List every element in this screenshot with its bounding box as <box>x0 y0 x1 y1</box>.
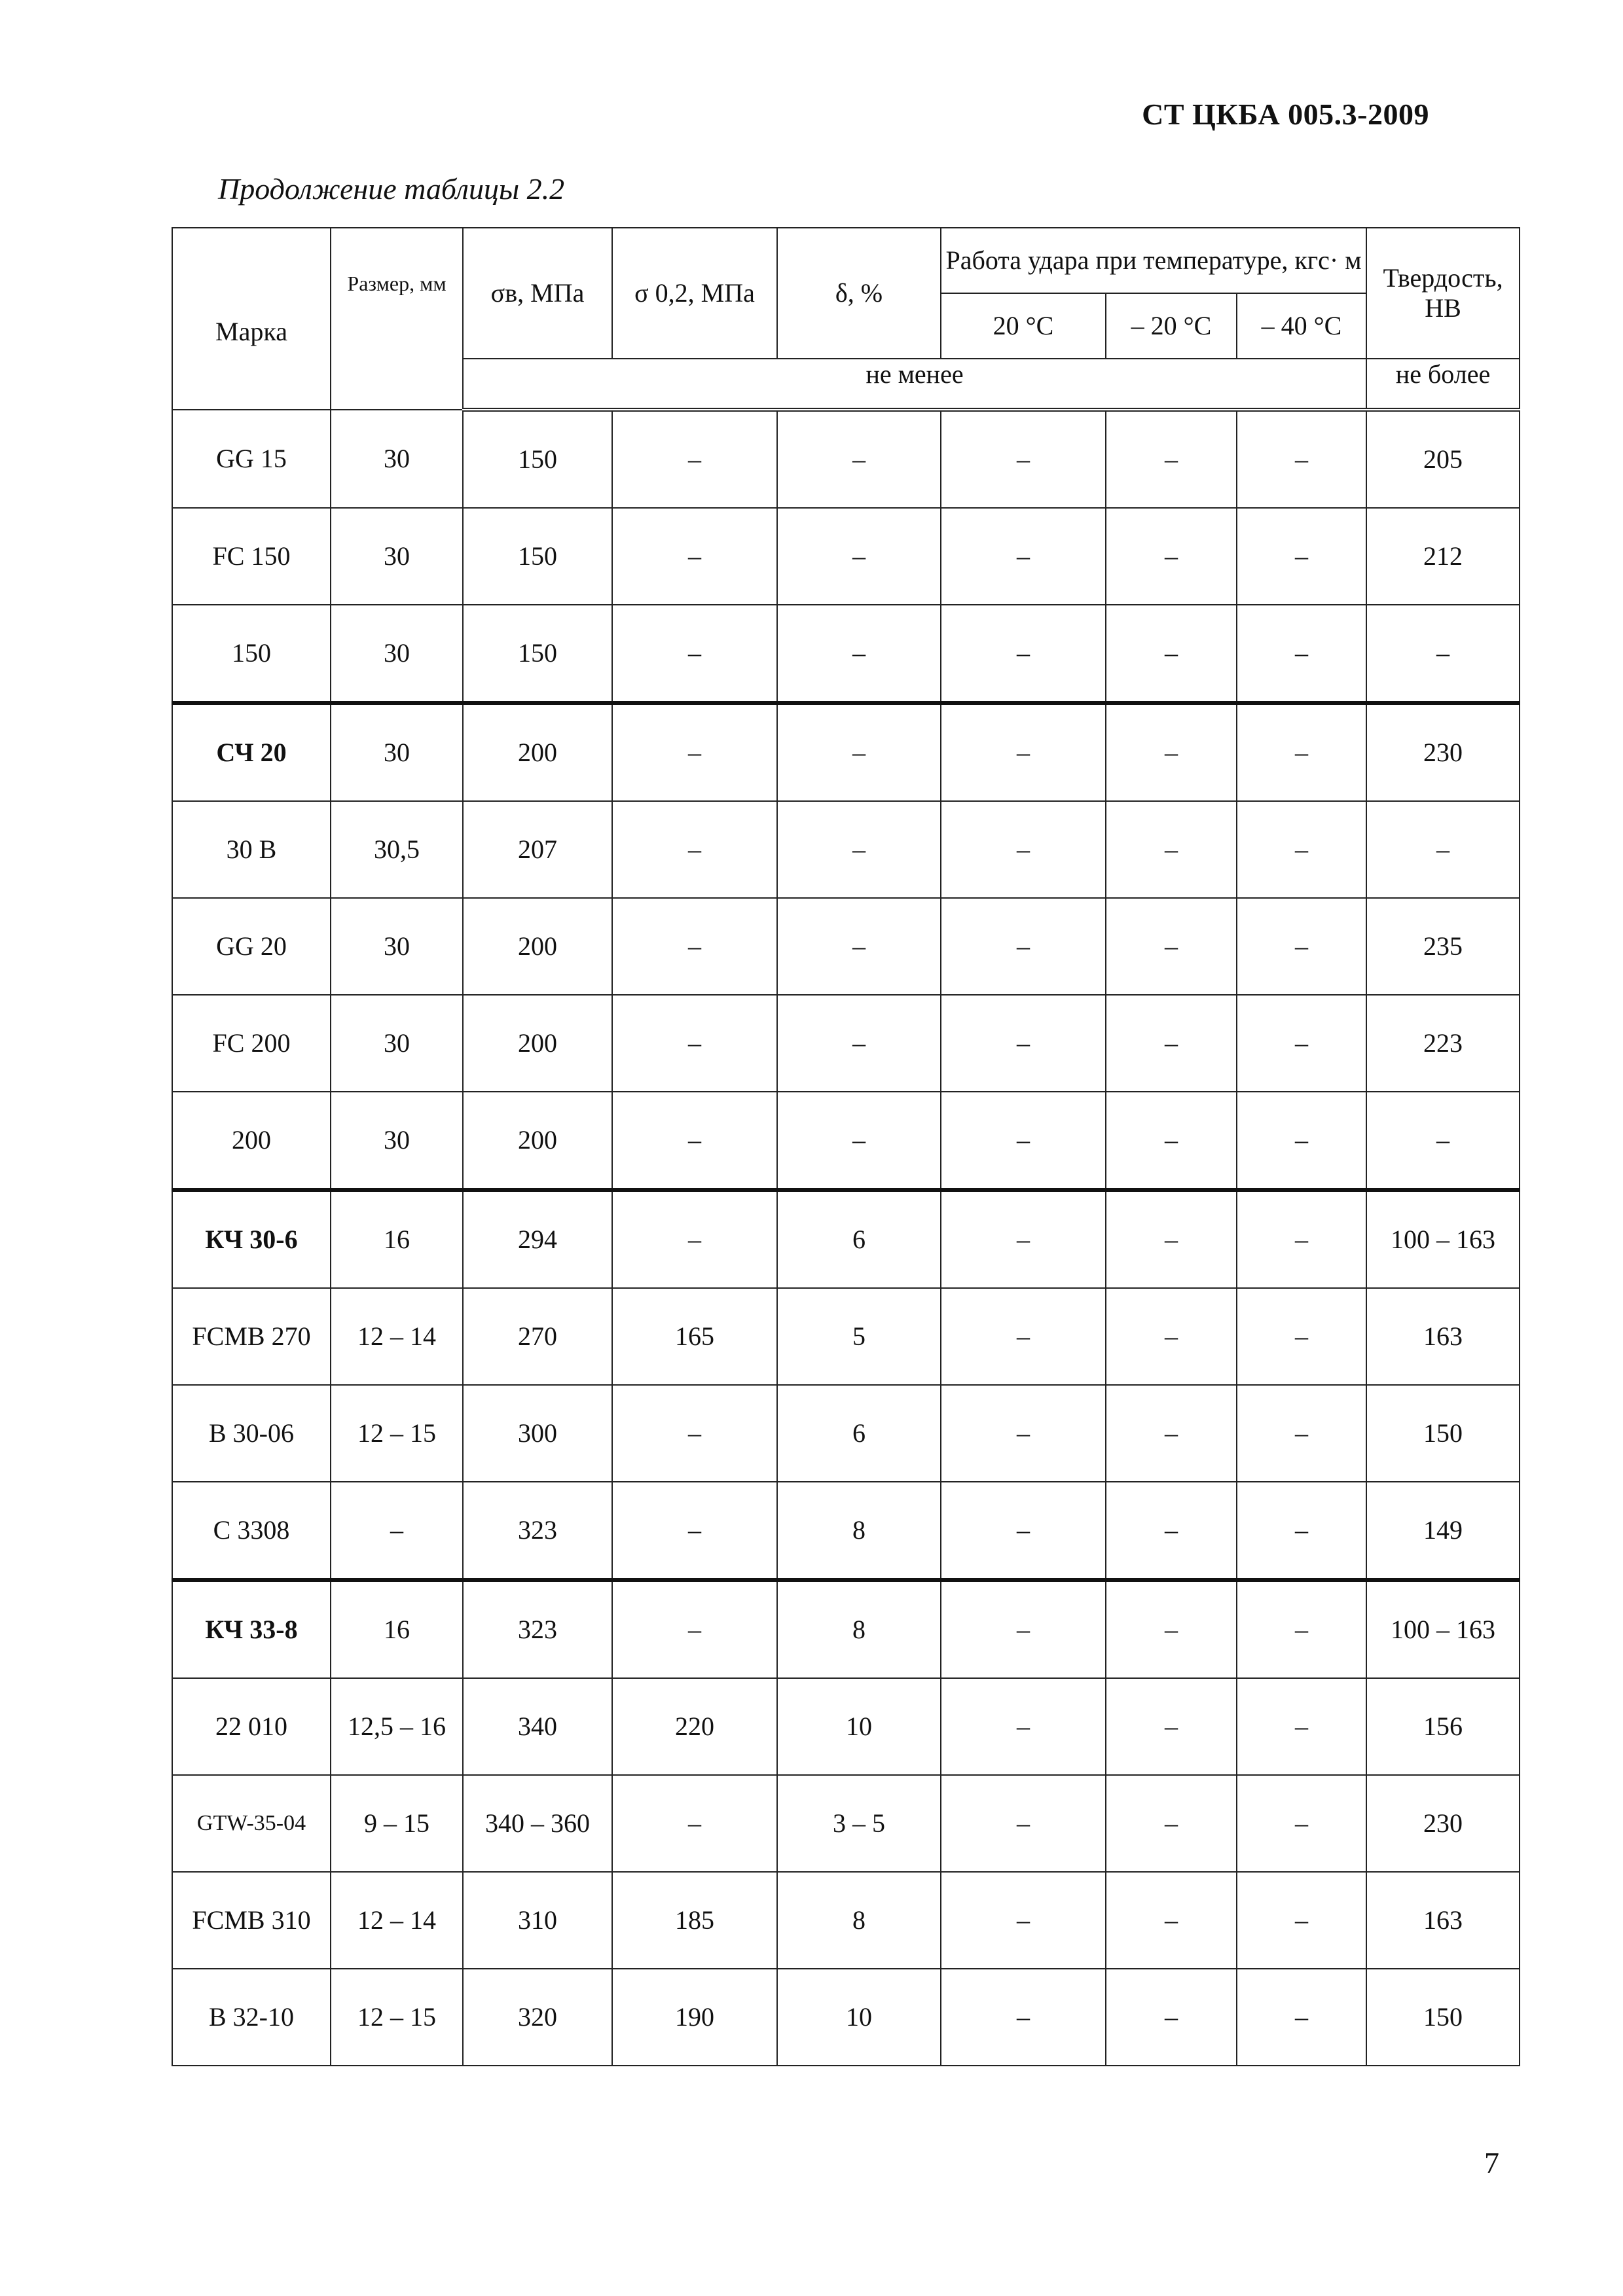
cell-t3: – <box>1237 410 1366 508</box>
cell-s02: 185 <box>612 1872 777 1969</box>
cell-sb: 150 <box>463 605 612 703</box>
cell-hb: 163 <box>1366 1872 1520 1969</box>
cell-s02: – <box>612 703 777 801</box>
cell-sb: 310 <box>463 1872 612 1969</box>
cell-sb: 320 <box>463 1969 612 2066</box>
cell-s02: – <box>612 801 777 898</box>
cell-t2: – <box>1106 1775 1237 1872</box>
cell-t1: – <box>941 703 1106 801</box>
cell-t1: – <box>941 1385 1106 1482</box>
cell-size: 30 <box>331 1092 463 1190</box>
header-temp-minus20: – 20 °С <box>1106 293 1237 359</box>
cell-t2: – <box>1106 1190 1237 1288</box>
cell-sb: 200 <box>463 1092 612 1190</box>
header-row <box>172 228 1520 293</box>
cell-sb: 270 <box>463 1288 612 1385</box>
cell-marka: КЧ 30-6 <box>172 1190 331 1288</box>
header-temp-minus40: – 40 °С <box>1237 293 1366 359</box>
cell-t3: – <box>1237 1092 1366 1190</box>
cell-t1: – <box>941 1288 1106 1385</box>
cell-marka: 22 010 <box>172 1678 331 1775</box>
cell-hb: 149 <box>1366 1482 1520 1580</box>
cell-marka: 30 B <box>172 801 331 898</box>
cell-marka: 200 <box>172 1092 331 1190</box>
cell-hb: 156 <box>1366 1678 1520 1775</box>
cell-hb: 150 <box>1366 1385 1520 1482</box>
cell-t1: – <box>941 1775 1106 1872</box>
header-min-label: не менее <box>463 359 1366 410</box>
cell-size: 30,5 <box>331 801 463 898</box>
cell-sb: 340 <box>463 1678 612 1775</box>
table-row <box>172 1775 1520 1872</box>
header-max-label: не более <box>1366 359 1520 410</box>
cell-t3: – <box>1237 1482 1366 1580</box>
page-number: 7 <box>1484 2146 1499 2179</box>
cell-s02: – <box>612 1775 777 1872</box>
cell-t2: – <box>1106 1580 1237 1678</box>
table-row <box>172 605 1520 703</box>
document-code: СТ ЦКБА 005.3-2009 <box>1142 98 1429 131</box>
cell-marka: GTW-35-04 <box>172 1775 331 1872</box>
header-delta: δ, % <box>777 228 941 359</box>
cell-d: – <box>777 605 941 703</box>
header-hardness: Твердость, НВ <box>1366 228 1520 359</box>
cell-sb: 323 <box>463 1482 612 1580</box>
cell-d: – <box>777 1092 941 1190</box>
cell-t3: – <box>1237 1580 1366 1678</box>
cell-t3: – <box>1237 1385 1366 1482</box>
cell-d: – <box>777 898 941 995</box>
cell-d: 8 <box>777 1580 941 1678</box>
cell-marka: 150 <box>172 605 331 703</box>
cell-s02: – <box>612 410 777 508</box>
cell-marka: СЧ 20 <box>172 703 331 801</box>
cell-t1: – <box>941 898 1106 995</box>
cell-t1: – <box>941 605 1106 703</box>
cell-t3: – <box>1237 1775 1366 1872</box>
cell-d: 5 <box>777 1288 941 1385</box>
cell-marka: GG 20 <box>172 898 331 995</box>
cell-hb: 230 <box>1366 1775 1520 1872</box>
cell-hb: 163 <box>1366 1288 1520 1385</box>
cell-size: 30 <box>331 410 463 508</box>
cell-sb: 150 <box>463 508 612 605</box>
cell-t3: – <box>1237 1190 1366 1288</box>
cell-marka: FC 150 <box>172 508 331 605</box>
cell-size: 16 <box>331 1580 463 1678</box>
cell-s02: – <box>612 1092 777 1190</box>
cell-t2: – <box>1106 1969 1237 2066</box>
cell-t2: – <box>1106 703 1237 801</box>
cell-sb: 340 – 360 <box>463 1775 612 1872</box>
table-row <box>172 1190 1520 1288</box>
cell-size: 30 <box>331 703 463 801</box>
cell-size: 16 <box>331 1190 463 1288</box>
cell-t1: – <box>941 1580 1106 1678</box>
header-impact-work: Работа удара при температуре, кгс· м <box>941 228 1366 293</box>
cell-s02: – <box>612 1482 777 1580</box>
cell-t3: – <box>1237 995 1366 1092</box>
table-caption: Продолжение таблицы 2.2 <box>218 172 565 206</box>
cell-marka: FC 200 <box>172 995 331 1092</box>
cell-hb: – <box>1366 1092 1520 1190</box>
cell-t3: – <box>1237 801 1366 898</box>
cell-s02: – <box>612 898 777 995</box>
cell-marka: FCMB 270 <box>172 1288 331 1385</box>
cell-hb: – <box>1366 801 1520 898</box>
properties-table <box>172 227 1520 2066</box>
header-size: Размер, мм <box>331 228 463 410</box>
cell-size: 12 – 15 <box>331 1969 463 2066</box>
cell-marka: GG 15 <box>172 410 331 508</box>
cell-t3: – <box>1237 508 1366 605</box>
cell-t1: – <box>941 1872 1106 1969</box>
cell-t2: – <box>1106 605 1237 703</box>
cell-t2: – <box>1106 801 1237 898</box>
cell-t2: – <box>1106 1872 1237 1969</box>
cell-s02: 220 <box>612 1678 777 1775</box>
cell-t3: – <box>1237 1872 1366 1969</box>
table-row <box>172 1288 1520 1385</box>
cell-sb: 150 <box>463 410 612 508</box>
cell-t2: – <box>1106 410 1237 508</box>
cell-t1: – <box>941 1190 1106 1288</box>
cell-hb: 150 <box>1366 1969 1520 2066</box>
cell-size: 12 – 15 <box>331 1385 463 1482</box>
header-sigma-02: σ 0,2, МПа <box>612 228 777 359</box>
cell-d: 8 <box>777 1872 941 1969</box>
cell-marka: B 32-10 <box>172 1969 331 2066</box>
cell-t1: – <box>941 1482 1106 1580</box>
cell-t1: – <box>941 1969 1106 2066</box>
cell-s02: – <box>612 995 777 1092</box>
cell-sb: 294 <box>463 1190 612 1288</box>
table-body <box>172 410 1520 2066</box>
cell-d: – <box>777 410 941 508</box>
cell-t1: – <box>941 410 1106 508</box>
cell-hb: 223 <box>1366 995 1520 1092</box>
header-sigma-b: σв, МПа <box>463 228 612 359</box>
header-marka: Марка <box>172 228 331 410</box>
cell-size: – <box>331 1482 463 1580</box>
cell-t3: – <box>1237 898 1366 995</box>
cell-s02: – <box>612 1190 777 1288</box>
table-row <box>172 1872 1520 1969</box>
cell-sb: 323 <box>463 1580 612 1678</box>
cell-t2: – <box>1106 995 1237 1092</box>
cell-sb: 200 <box>463 995 612 1092</box>
cell-d: 6 <box>777 1385 941 1482</box>
table-row <box>172 1580 1520 1678</box>
cell-size: 30 <box>331 508 463 605</box>
cell-d: – <box>777 508 941 605</box>
cell-s02: 165 <box>612 1288 777 1385</box>
cell-t3: – <box>1237 1288 1366 1385</box>
cell-hb: 230 <box>1366 703 1520 801</box>
cell-d: 6 <box>777 1190 941 1288</box>
cell-s02: – <box>612 605 777 703</box>
cell-t3: – <box>1237 605 1366 703</box>
cell-s02: 190 <box>612 1969 777 2066</box>
cell-hb: – <box>1366 605 1520 703</box>
cell-t2: – <box>1106 1385 1237 1482</box>
cell-hb: 235 <box>1366 898 1520 995</box>
cell-s02: – <box>612 1385 777 1482</box>
table-row <box>172 995 1520 1092</box>
cell-s02: – <box>612 1580 777 1678</box>
cell-t2: – <box>1106 508 1237 605</box>
cell-size: 30 <box>331 898 463 995</box>
table-row <box>172 1385 1520 1482</box>
cell-hb: 100 – 163 <box>1366 1190 1520 1288</box>
cell-t3: – <box>1237 703 1366 801</box>
cell-sb: 200 <box>463 898 612 995</box>
cell-t2: – <box>1106 1482 1237 1580</box>
cell-size: 12 – 14 <box>331 1288 463 1385</box>
cell-hb: 100 – 163 <box>1366 1580 1520 1678</box>
cell-marka: КЧ 33-8 <box>172 1580 331 1678</box>
cell-size: 30 <box>331 605 463 703</box>
header-temp-20: 20 °С <box>941 293 1106 359</box>
cell-d: – <box>777 703 941 801</box>
cell-s02: – <box>612 508 777 605</box>
cell-t1: – <box>941 1092 1106 1190</box>
cell-t1: – <box>941 1678 1106 1775</box>
table-row <box>172 1092 1520 1190</box>
cell-sb: 200 <box>463 703 612 801</box>
table-row <box>172 508 1520 605</box>
cell-marka: С 3308 <box>172 1482 331 1580</box>
cell-d: 10 <box>777 1969 941 2066</box>
cell-t2: – <box>1106 898 1237 995</box>
cell-size: 12,5 – 16 <box>331 1678 463 1775</box>
cell-d: 10 <box>777 1678 941 1775</box>
cell-size: 30 <box>331 995 463 1092</box>
cell-marka: B 30-06 <box>172 1385 331 1482</box>
cell-t2: – <box>1106 1678 1237 1775</box>
cell-t1: – <box>941 801 1106 898</box>
cell-t1: – <box>941 995 1106 1092</box>
cell-d: – <box>777 801 941 898</box>
cell-d: 3 – 5 <box>777 1775 941 1872</box>
cell-t2: – <box>1106 1092 1237 1190</box>
table-row <box>172 1678 1520 1775</box>
cell-d: – <box>777 995 941 1092</box>
cell-hb: 212 <box>1366 508 1520 605</box>
cell-sb: 207 <box>463 801 612 898</box>
table-row <box>172 1482 1520 1580</box>
cell-t3: – <box>1237 1969 1366 2066</box>
cell-t3: – <box>1237 1678 1366 1775</box>
cell-sb: 300 <box>463 1385 612 1482</box>
cell-size: 9 – 15 <box>331 1775 463 1872</box>
cell-d: 8 <box>777 1482 941 1580</box>
table-row <box>172 703 1520 801</box>
table-row <box>172 801 1520 898</box>
table-row <box>172 898 1520 995</box>
cell-marka: FCMB 310 <box>172 1872 331 1969</box>
table-row <box>172 1969 1520 2066</box>
table-row <box>172 410 1520 508</box>
cell-size: 12 – 14 <box>331 1872 463 1969</box>
cell-t2: – <box>1106 1288 1237 1385</box>
cell-hb: 205 <box>1366 410 1520 508</box>
cell-t1: – <box>941 508 1106 605</box>
